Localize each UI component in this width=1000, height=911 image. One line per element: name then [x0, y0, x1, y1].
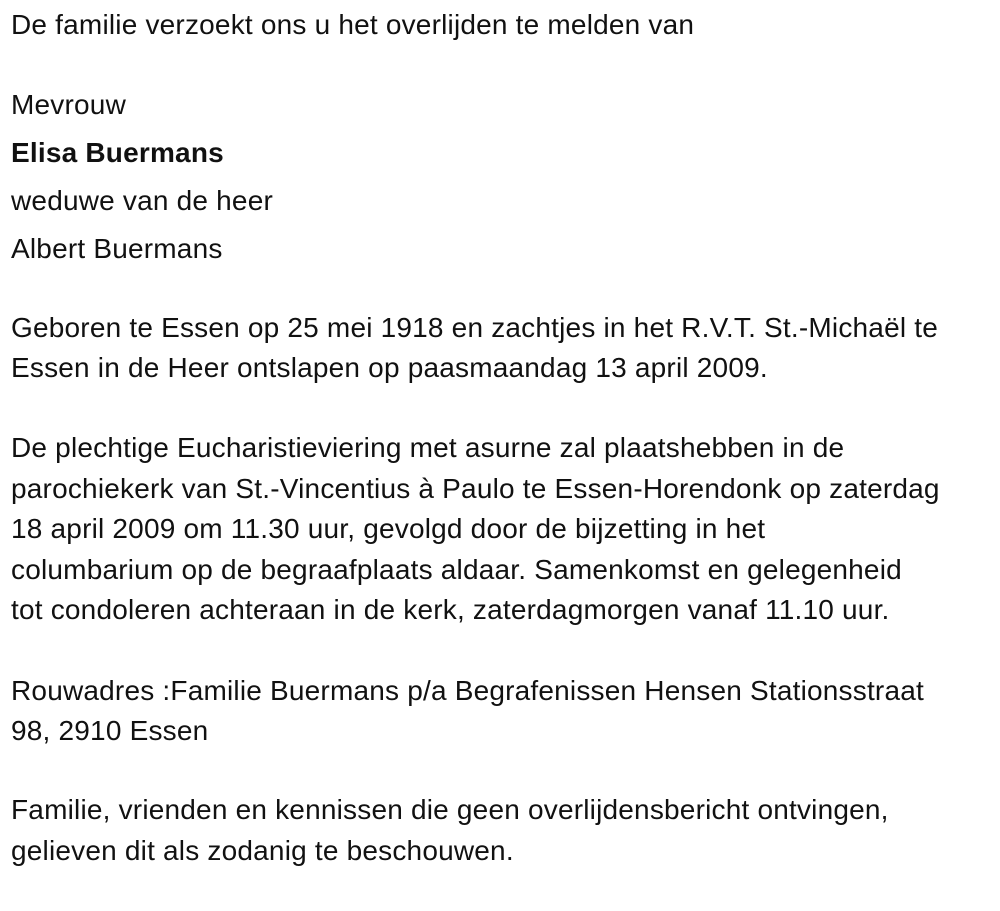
birth-line: Geboren te Essen op 25 mei 1918 en zachtjes in het R.V.T. St.-Michaël te: [11, 312, 938, 343]
ceremony-line: 18 april 2009 om 11.30 uur, gevolgd door de bijzetting in het: [11, 513, 766, 544]
ceremony-paragraph: [11, 428, 996, 631]
notice-line: Familie, vrienden en kennissen die geen overlijdensbericht ontvingen,: [11, 793, 889, 825]
notice-paragraph: [11, 789, 996, 871]
address-line: 98, 2910 Essen: [11, 714, 209, 746]
ceremony-line: De plechtige Eucharistieviering met asurne zal plaatshebben in de: [11, 432, 845, 463]
address-paragraph: [11, 671, 996, 751]
deceased-title: Mevrouw: [11, 89, 126, 120]
address-line: Rouwadres :Familie Buermans p/a Begrafenissen Hensen Stationsstraat: [11, 674, 924, 706]
ceremony-line: parochiekerk van St.-Vincentius à Paulo te Essen-Horendonk op zaterdag: [11, 472, 940, 504]
deceased-relation: weduwe van de heer: [11, 185, 273, 216]
deceased-block: [11, 81, 996, 273]
spouse-name: Albert Buermans: [11, 233, 223, 264]
birth-paragraph: [11, 308, 996, 388]
deceased-name: Elisa Buermans: [11, 137, 224, 168]
ceremony-line: tot condoleren achteraan in de kerk, zaterdagmorgen vanaf 11.10 uur.: [11, 594, 890, 625]
birth-line: Essen in de Heer ontslapen op paasmaandag 13 april 2009.: [11, 352, 768, 383]
intro-line: De familie verzoekt ons u het overlijden te melden van: [11, 9, 695, 40]
ceremony-line: columbarium op de begraafplaats aldaar. Samenkomst en gelegenheid: [11, 553, 902, 585]
death-notice: [11, 5, 996, 911]
notice-line: gelieven dit als zodanig te beschouwen.: [11, 834, 514, 866]
